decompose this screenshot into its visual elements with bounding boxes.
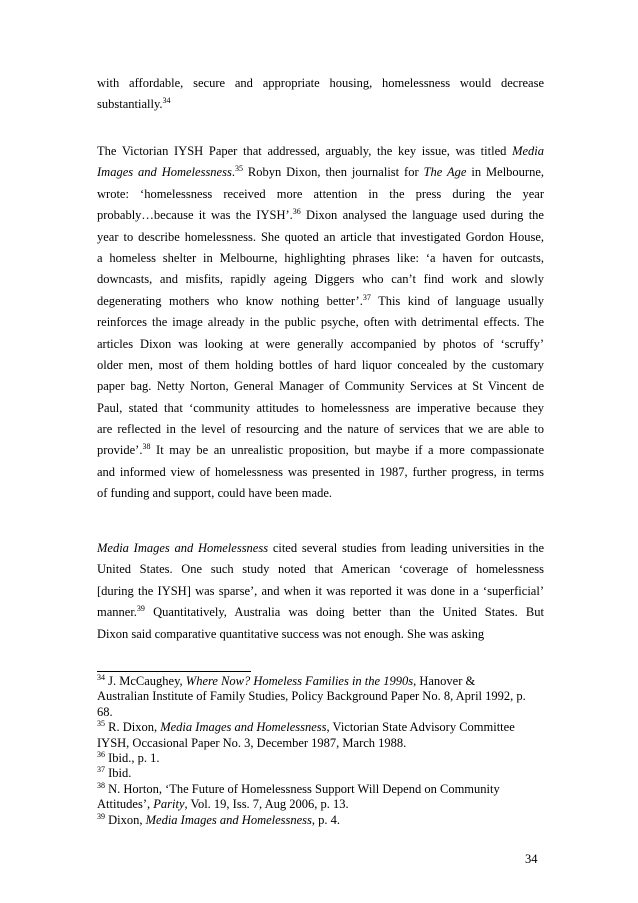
italic-title: Media Images and Homelessness <box>160 720 327 735</box>
footnote-number: 37 <box>97 765 105 775</box>
text-line: Images and Homelessness.$^{35}$ Robyn Dixon, then journalist for The Age in Melbourne, <box>97 164 544 180</box>
page-number: 34 <box>525 852 538 866</box>
text-line: Paul, stated that ‘community attitudes to homelessness are imperative because they <box>97 400 544 415</box>
text-line: wrote: ‘homelessness received more attention in the press during the year <box>97 186 544 201</box>
footnote <box>97 782 544 813</box>
text-line: articles Dixon was looking at were generally accompanied by photos of ‘scruffy’ <box>97 336 544 351</box>
footnote-ref: 36 <box>292 207 301 217</box>
footnote-line: Attitudes’, Parity, Vol. 19, Iss. 7, Aug 2006, p. 13. <box>97 797 349 812</box>
footnote-line: $^{34}$ J. McCaughey, Where Now? Homeless Families in the 1990s, Hanover & <box>97 673 476 688</box>
text-line: The Victorian IYSH Paper that addressed, arguably, the key issue, was titled Media <box>97 144 544 158</box>
footnote-line: Australian Institute of Family Studies, Policy Background Paper No. 8, April 1992, p. <box>97 689 526 704</box>
footnote <box>97 813 544 828</box>
text-line: reinforces the image already in the public psyche, often with detrimental effects. The <box>97 315 544 330</box>
footnote-ref: 35 <box>234 164 243 174</box>
footnote-number: 38 <box>97 780 105 790</box>
text-line: [during the IYSH] was sparse’, and when it was reported it was done in a ‘superficial’ <box>97 583 544 598</box>
footnotes <box>97 674 544 828</box>
footnote-line: $^{39}$ Dixon, Media Images and Homelessness, p. 4. <box>97 811 341 827</box>
footnote-line: $^{36}$ Ibid., p. 1. <box>97 750 160 766</box>
text-line: degenerating mothers who know nothing better’.$^{37}$ This kind of language usually <box>97 292 545 308</box>
text-line: of funding and support, could have been made. <box>97 486 333 501</box>
footnote-line: 68. <box>97 704 113 719</box>
italic-title: The Age <box>423 165 467 180</box>
footnote-separator <box>97 671 251 672</box>
footnote-line: $^{38}$ N. Horton, ‘The Future of Homelessness Support Will Depend on Community <box>97 780 500 796</box>
footnote-ref: 34 <box>162 96 171 106</box>
footnote-ref: 37 <box>362 292 371 302</box>
footnote-line: $^{35}$ R. Dixon, Media Images and Homelessness, Victorian State Advisory Committee <box>97 719 515 735</box>
text-line: manner.$^{39}$ Quantitatively, Australia was doing better than the United States. But <box>97 604 544 620</box>
footnote-number: 35 <box>97 719 105 729</box>
text-line: substantially.$^{34}$ <box>97 96 171 112</box>
footnote-number: 36 <box>97 750 105 760</box>
footnote-number: 39 <box>97 811 105 821</box>
italic-title: Where Now? Homeless Families in the 1990s <box>185 674 414 688</box>
footnote-ref: 39 <box>136 604 145 614</box>
italic-title: Media <box>512 144 544 158</box>
footnote <box>97 766 544 781</box>
text-line: provide’.$^{38}$ It may be an unrealistic proposition, but maybe if a more compassionate <box>97 442 544 458</box>
italic-title: Images and Homelessness <box>97 165 232 180</box>
footnote-line: $^{37}$ Ibid. <box>97 765 132 781</box>
footnote-ref: 38 <box>142 442 151 452</box>
text-line: older men, most of them holding bottles of hard liquor concealed by the customary <box>97 357 544 372</box>
footnote-number: 34 <box>97 673 105 682</box>
paragraph-1 <box>97 73 544 116</box>
text-line: are reflected in the level of resourcing and the nature of services that we are able to <box>97 422 544 437</box>
text-line: and informed view of homelessness was presented in 1987, further progress, in terms <box>97 464 544 479</box>
text-line: paper bag. Netty Norton, General Manager of Community Services at St Vincent de <box>97 379 544 394</box>
italic-title: Media Images and Homelessness <box>97 541 269 555</box>
text-line: year to describe homelessness. She quoted an article that investigated Gordon House, <box>97 229 544 244</box>
text-line: United States. One such study noted that American ‘coverage of homelessness <box>97 562 544 577</box>
italic-title: Parity <box>153 797 185 812</box>
text-line: downcasts, and misfits, rapidly ageing Diggers who can’t find work and slowly <box>97 272 544 287</box>
footnote <box>97 751 544 766</box>
footnote <box>97 720 544 751</box>
footnote <box>97 674 544 720</box>
italic-title: Media Images and Homelessness <box>145 812 312 827</box>
text-line: probably…because it was the IYSH’.$^{36}$ Dixon analysed the language used during the <box>97 207 544 223</box>
text-line: Dixon said comparative quantitative success was not enough. She was asking <box>97 626 485 641</box>
text-line: a homeless shelter in Melbourne, highlighting phrases like: ‘a haven for outcasts, <box>97 250 544 265</box>
footnote-line: IYSH, Occasional Paper No. 3, December 1987, March 1988. <box>97 735 407 750</box>
paragraph-2 <box>97 141 544 505</box>
paragraph-3 <box>97 538 544 645</box>
text-line: with affordable, secure and appropriate housing, homelessness would decrease <box>97 76 544 90</box>
text-line: Media Images and Homelessness cited several studies from leading universities in the <box>97 541 545 555</box>
